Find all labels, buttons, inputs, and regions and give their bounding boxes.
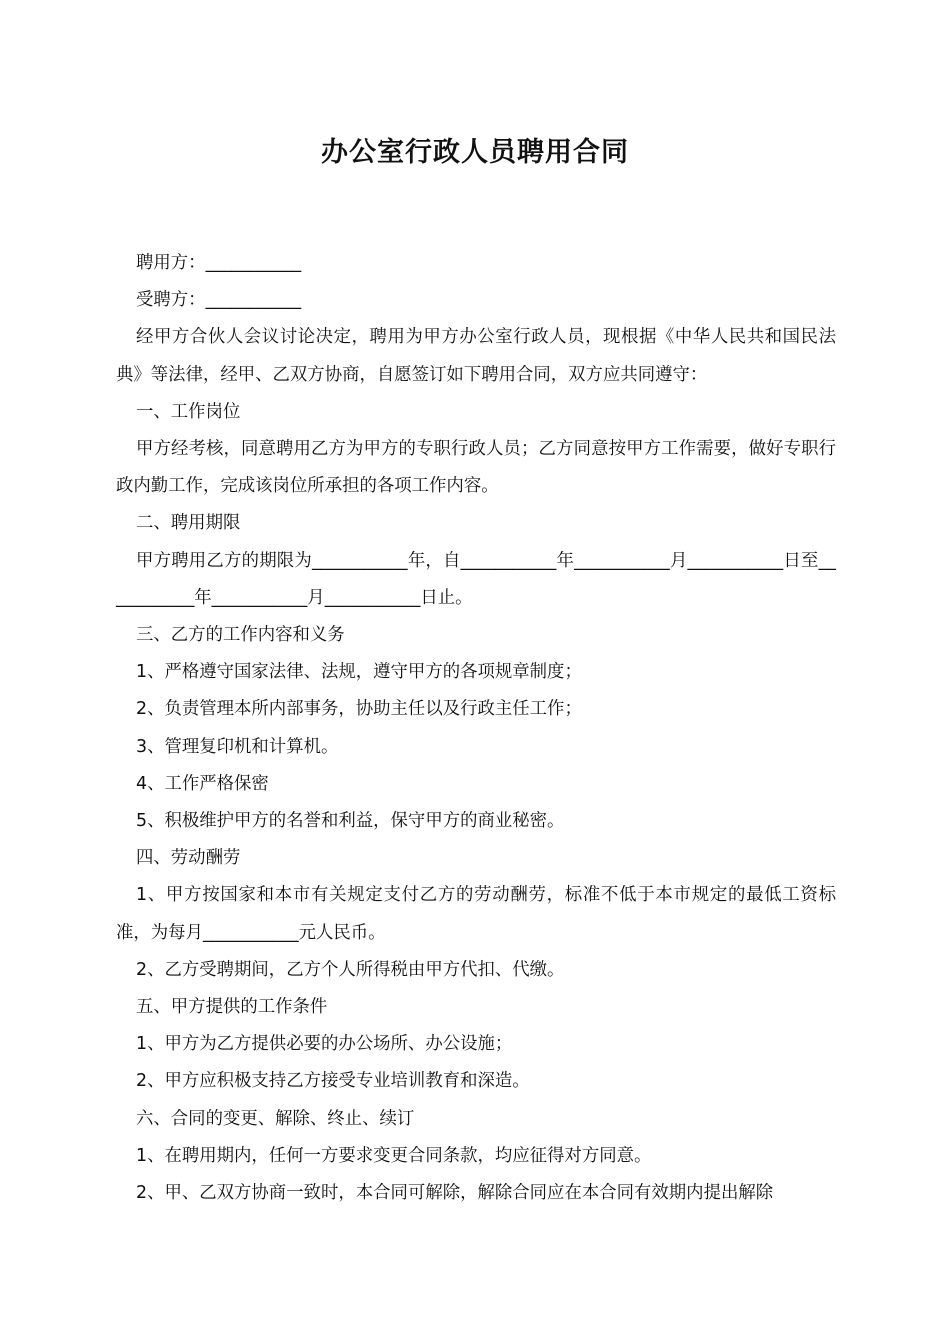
- duty-item: 5、积极维护甲方的名誉和利益，保守甲方的商业秘密。: [136, 811, 565, 832]
- pay-item: 1、甲方按国家和本市有关规定支付乙方的劳动酬劳，标准不低于本市规定的最低工资标准，为每月___________元人民币。: [116, 885, 836, 943]
- change-item: 2、甲、乙双方协商一致时，本合同可解除，解除合同应在本合同有效期内提出解除: [136, 1183, 774, 1204]
- duty-item: 3、管理复印机和计算机。: [136, 736, 339, 757]
- condition-item: 2、甲方应积极支持乙方接受专业培训教育和深造。: [136, 1071, 530, 1092]
- section-heading-position: 一、工作岗位: [136, 401, 241, 422]
- employer-field: 聘用方：___________: [136, 253, 302, 273]
- section-heading-pay: 四、劳动酬劳: [136, 848, 241, 869]
- position-paragraph: 甲方经考核，同意聘用乙方为甲方的专职行政人员；乙方同意按甲方工作需要，做好专职行政内勤工作，完成该岗位所承担的各项工作内容。: [116, 439, 836, 497]
- document-title: 办公室行政人员聘用合同: [321, 137, 629, 168]
- document-body: [116, 245, 836, 1212]
- duty-item: 4、工作严格保密: [136, 773, 269, 794]
- duty-item: 1、严格遵守国家法律、法规，遵守甲方的各项规章制度；: [136, 662, 582, 683]
- condition-item: 1、甲方为乙方提供必要的办公场所、办公设施；: [136, 1034, 513, 1055]
- section-heading-duties: 三、乙方的工作内容和义务: [136, 625, 345, 646]
- employee-field: 受聘方：___________: [136, 290, 302, 311]
- section-heading-conditions: 五、甲方提供的工作条件: [136, 997, 328, 1018]
- pay-item: 2、乙方受聘期间，乙方个人所得税由甲方代扣、代缴。: [136, 959, 565, 980]
- duty-item: 2、负责管理本所内部事务，协助主任以及行政主任工作；: [136, 699, 582, 720]
- preamble-paragraph: 经甲方合伙人会议讨论决定，聘用为甲方办公室行政人员，现根据《中华人民共和国民法典》等法律，经甲、乙双方协商，自愿签订如下聘用合同，双方应共同遵守：: [116, 327, 836, 385]
- change-item: 1、在聘用期内，任何一方要求变更合同条款，均应征得对方同意。: [136, 1145, 652, 1166]
- section-heading-changes: 六、合同的变更、解除、终止、续订: [136, 1108, 415, 1129]
- term-paragraph: 甲方聘用乙方的期限为___________年，自___________年___________月___________日至___________年___________月___________日止。: [116, 550, 836, 608]
- section-heading-term: 二、聘用期限: [136, 513, 241, 534]
